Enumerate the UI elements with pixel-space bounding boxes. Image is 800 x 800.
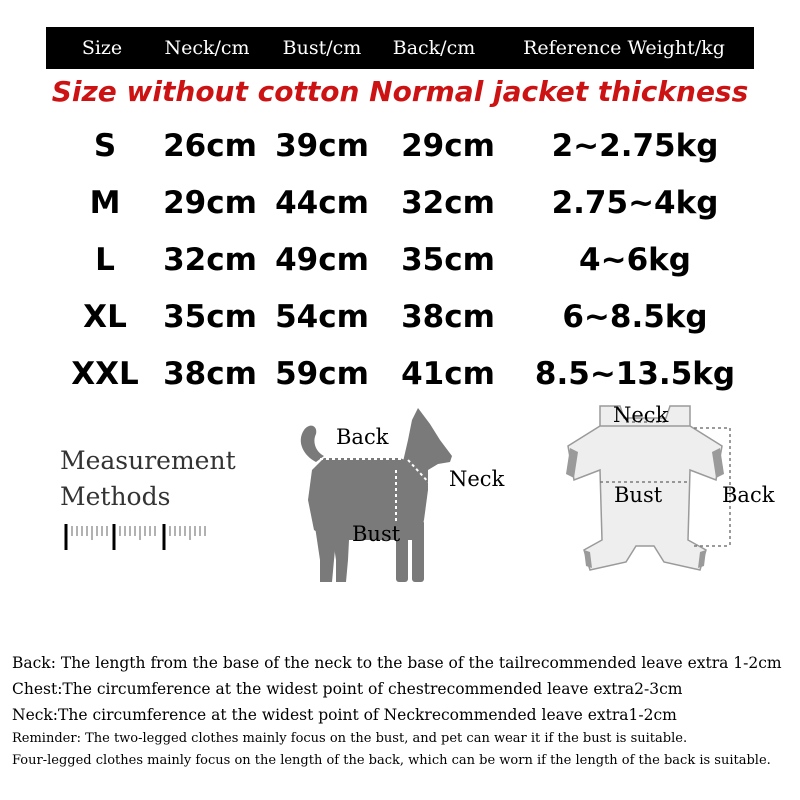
note-reminder: Reminder: The two-legged clothes mainly focus on the bust, and pet can wear it if the bust is suitable. — [12, 731, 688, 746]
note-four-legged: Four-legged clothes mainly focus on the length of the back, which can be worn if the length of the back is suitable. — [12, 753, 771, 768]
dog-bust-label: Bust — [352, 522, 401, 546]
header-weight: Reference Weight/kg — [523, 37, 725, 59]
measurement-title-line2: Methods — [60, 482, 171, 511]
cell-neck: 35cm — [163, 299, 257, 335]
header-size: Size — [81, 37, 123, 59]
header-back: Back/cm — [392, 37, 476, 59]
cell-weight: 8.5~13.5kg — [534, 356, 736, 392]
cell-weight: 6~8.5kg — [562, 299, 708, 335]
cell-back: 32cm — [401, 185, 495, 221]
note-back: Back: The length from the base of the neck to the base of the tailrecommended leave extra 1-2cm — [12, 654, 782, 672]
table-row — [0, 119, 800, 173]
note-chest: Chest:The circumference at the widest point of chestrecommended leave extra2-3cm — [12, 680, 683, 698]
cell-neck: 26cm — [163, 128, 257, 164]
cell-size: XL — [83, 299, 127, 335]
dog-back-label: Back — [336, 425, 389, 449]
cell-weight: 2.75~4kg — [551, 185, 719, 221]
table-row — [0, 347, 800, 401]
size-table-header — [46, 27, 754, 69]
cell-size: S — [93, 128, 117, 164]
cell-neck: 38cm — [163, 356, 257, 392]
cell-back: 35cm — [401, 242, 495, 278]
cell-back: 38cm — [401, 299, 495, 335]
cell-neck: 29cm — [163, 185, 257, 221]
header-bust: Bust/cm — [282, 37, 362, 59]
cell-bust: 49cm — [275, 242, 369, 278]
garment-bust-label: Bust — [614, 483, 663, 507]
dog-neck-label: Neck — [449, 467, 505, 491]
table-row — [0, 233, 800, 287]
garment-neck-label: Neck — [613, 403, 669, 427]
table-row — [0, 290, 800, 344]
measurement-title-line1: Measurement — [60, 446, 236, 475]
cell-back: 29cm — [401, 128, 495, 164]
cell-size: L — [95, 242, 115, 278]
cell-weight: 4~6kg — [579, 242, 691, 278]
cell-weight: 2~2.75kg — [551, 128, 719, 164]
cell-bust: 39cm — [275, 128, 369, 164]
garment-back-label: Back — [722, 483, 775, 507]
cell-neck: 32cm — [163, 242, 257, 278]
header-neck: Neck/cm — [164, 37, 250, 59]
note-neck: Neck:The circumference at the widest point of Neckrecommended leave extra1-2cm — [12, 706, 677, 724]
cell-bust: 44cm — [275, 185, 369, 221]
cell-back: 41cm — [401, 356, 495, 392]
cell-size: XXL — [71, 356, 139, 392]
ruler-icon — [62, 520, 212, 554]
table-row — [0, 176, 800, 230]
cell-bust: 54cm — [275, 299, 369, 335]
cell-size: M — [89, 185, 121, 221]
table-subtitle: Size without cotton Normal jacket thickness — [51, 75, 749, 108]
cell-bust: 59cm — [275, 356, 369, 392]
